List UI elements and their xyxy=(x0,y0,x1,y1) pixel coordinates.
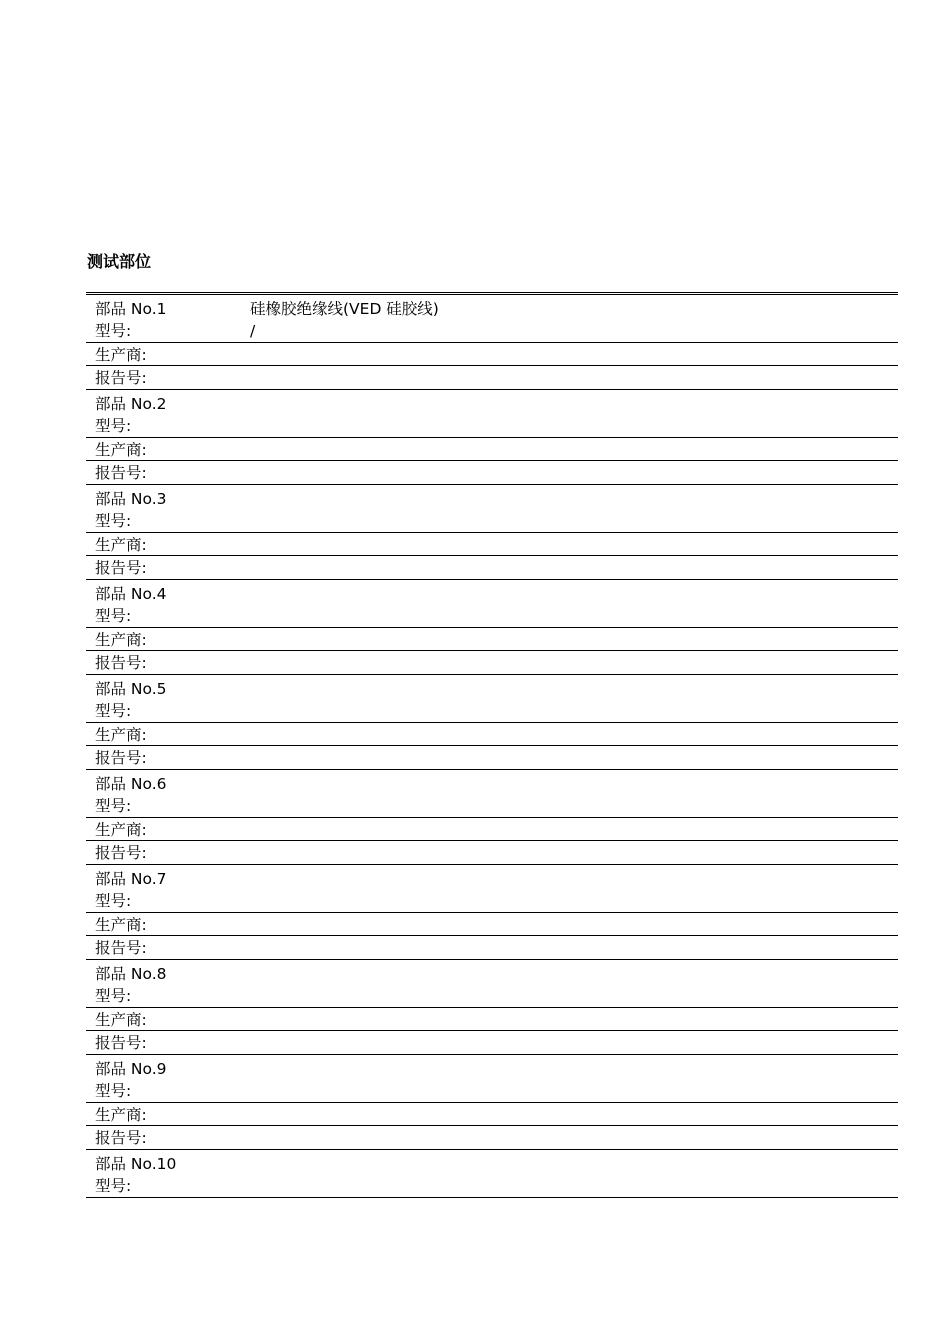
part-4-manufacturer-label: 生产商: xyxy=(95,630,147,649)
part-5-model-row xyxy=(86,675,898,723)
part-5-model-label: 型号: xyxy=(95,702,132,720)
part-8-model-label: 型号: xyxy=(95,987,132,1005)
part-5-report-label: 报告号: xyxy=(95,749,147,768)
part-7-manufacturer-label: 生产商: xyxy=(95,915,147,934)
part-4-manufacturer-row xyxy=(86,628,898,652)
part-6-model-row xyxy=(86,770,898,818)
part-2-manufacturer-label: 生产商: xyxy=(95,440,147,459)
part-8-report-label: 报告号: xyxy=(95,1034,147,1053)
part-9-manufacturer-row xyxy=(86,1103,898,1127)
part-8-manufacturer-row xyxy=(86,1008,898,1032)
part-3-label: 部品 No.3 xyxy=(95,490,167,508)
part-7-model-label: 型号: xyxy=(95,892,132,910)
part-1-label: 部品 No.1 xyxy=(95,300,167,318)
part-3-manufacturer-row xyxy=(86,533,898,557)
part-8-manufacturer-label: 生产商: xyxy=(95,1010,147,1029)
part-6-manufacturer-row xyxy=(86,818,898,842)
part-7-label: 部品 No.7 xyxy=(95,870,167,888)
part-7-model-row xyxy=(86,865,898,913)
part-2-report-row xyxy=(86,461,898,485)
part-5-report-row xyxy=(86,746,898,770)
part-2-model-row xyxy=(86,390,898,438)
part-9-manufacturer-label: 生产商: xyxy=(95,1105,147,1124)
part-2-label: 部品 No.2 xyxy=(95,395,167,413)
part-4-model-label: 型号: xyxy=(95,607,132,625)
section-title: 测试部位 xyxy=(87,252,152,271)
part-7-manufacturer-row xyxy=(86,913,898,937)
part-10-label: 部品 No.10 xyxy=(95,1155,177,1173)
part-5-manufacturer-label: 生产商: xyxy=(95,725,147,744)
part-1-model-label: 型号: xyxy=(95,322,132,340)
part-7-report-row xyxy=(86,936,898,960)
part-4-report-row xyxy=(86,651,898,675)
part-1-report-row xyxy=(86,366,898,390)
part-3-model-label: 型号: xyxy=(95,512,132,530)
part-8-report-row xyxy=(86,1031,898,1055)
parts-table xyxy=(86,292,898,1198)
part-9-report-label: 报告号: xyxy=(95,1129,147,1148)
part-1-model-row xyxy=(86,295,898,343)
part-1-manufacturer-label: 生产商: xyxy=(95,345,147,364)
part-4-model-row xyxy=(86,580,898,628)
part-3-report-row xyxy=(86,556,898,580)
part-5-label: 部品 No.5 xyxy=(95,680,167,698)
part-2-manufacturer-row xyxy=(86,438,898,462)
part-9-report-row xyxy=(86,1126,898,1150)
part-3-report-label: 报告号: xyxy=(95,559,147,578)
part-4-report-label: 报告号: xyxy=(95,654,147,673)
part-9-model-row xyxy=(86,1055,898,1103)
part-1-report-label: 报告号: xyxy=(95,369,147,388)
part-8-model-row xyxy=(86,960,898,1008)
part-10-model-label: 型号: xyxy=(95,1177,132,1195)
part-1-model-value-2: / xyxy=(250,322,256,340)
part-6-manufacturer-label: 生产商: xyxy=(95,820,147,839)
part-9-model-label: 型号: xyxy=(95,1082,132,1100)
part-7-report-label: 报告号: xyxy=(95,939,147,958)
part-10-model-row xyxy=(86,1150,898,1198)
part-5-manufacturer-row xyxy=(86,723,898,747)
part-1-manufacturer-row xyxy=(86,343,898,367)
part-8-label: 部品 No.8 xyxy=(95,965,167,983)
part-6-label: 部品 No.6 xyxy=(95,775,167,793)
part-4-label: 部品 No.4 xyxy=(95,585,167,603)
part-6-model-label: 型号: xyxy=(95,797,132,815)
part-3-model-row xyxy=(86,485,898,533)
part-6-report-row xyxy=(86,841,898,865)
part-1-model-value: 硅橡胶绝缘线(VED 硅胶线) xyxy=(250,300,439,318)
part-2-report-label: 报告号: xyxy=(95,464,147,483)
part-2-model-label: 型号: xyxy=(95,417,132,435)
part-9-label: 部品 No.9 xyxy=(95,1060,167,1078)
part-6-report-label: 报告号: xyxy=(95,844,147,863)
part-3-manufacturer-label: 生产商: xyxy=(95,535,147,554)
